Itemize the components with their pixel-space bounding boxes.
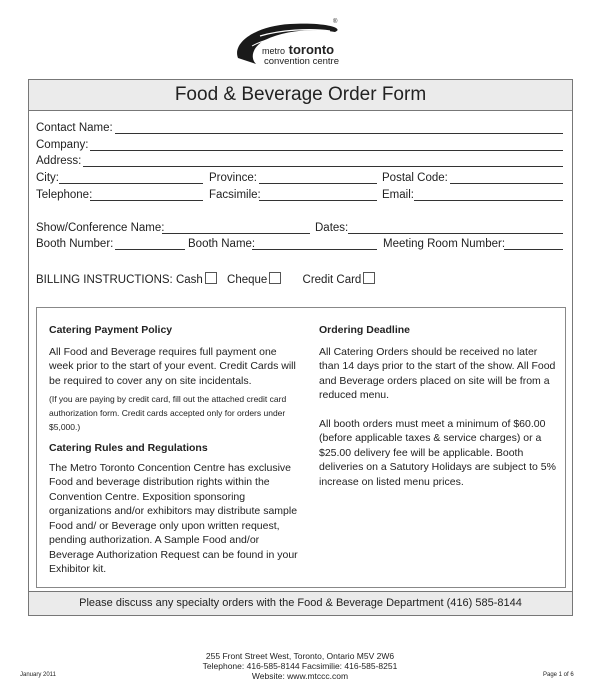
credit-card-checkbox[interactable] [363,272,375,284]
payment-policy-text: All Food and Beverage requires full payment one week prior to the start of your event. Credit Cards will be required to cover any on site incidentals. [49,345,296,387]
email-label: Email: [382,189,414,201]
booth-number-field[interactable] [115,249,185,250]
logo-sub: convention centre [264,56,339,67]
facsimile-label: Facsimile: [209,189,261,201]
credit-card-label: Credit Card [302,274,362,286]
telephone-label: Telephone: [36,189,93,201]
show-name-label: Show/Conference Name: [36,222,165,234]
postal-code-label: Postal Code: [382,172,448,184]
cheque-checkbox[interactable] [269,272,281,284]
postal-code-field[interactable] [450,183,563,184]
right-column [319,323,557,489]
payment-policy-note: (If you are paying by credit card, fill out the attached credit card authorization form. Credit cards accepted only for orders under $5,000.) [49,394,287,432]
cheque-label: Cheque [227,274,268,286]
billing-label: BILLING INSTRUCTIONS: [36,274,173,286]
footer-date: January 2011 [20,672,56,678]
city-field[interactable] [59,183,203,184]
show-name-field[interactable] [162,233,310,234]
footer-website: Website: www.mtccc.com [251,671,349,681]
policy-box [36,307,566,588]
booth-name-label: Booth Name: [188,238,256,250]
footer-phones: Telephone: 416-585-8144 Facsimilie: 416-585-8251 [202,661,398,671]
order-form [28,79,573,616]
footer-address: 255 Front Street West, Toronto, Ontario M5V 2W6 [205,651,395,661]
dates-field[interactable] [348,233,563,234]
billing-instructions [36,272,375,286]
logo-brand: metro toronto [262,42,335,57]
contact-name-label: Contact Name: [36,122,113,134]
dates-label: Dates: [315,222,349,234]
address-label: Address: [36,155,82,167]
booth-number-label: Booth Number: [36,238,114,250]
cash-checkbox[interactable] [205,272,217,284]
rules-title: Catering Rules and Regulations [49,442,208,454]
cash-label: Cash [175,274,203,286]
deadline-title: Ordering Deadline [319,324,411,336]
contact-name-field[interactable] [115,133,563,134]
form-title: Food & Beverage Order Form [29,80,572,111]
company-field[interactable] [90,150,563,151]
left-column [49,323,299,577]
rules-text: The Metro Toronto Concention Centre has exclusive Food and beverage distribution rights within the Convention Centre. Exposition sponsoring organizations and/or exhibitors may distribute sample Food and/ or Beverage only upon written request, pending authorization. A Sample Food and/or Beverage Authorization Request can be found in your Exhibitor kit. [49,461,298,575]
specialty-orders-notice: Please discuss any specialty orders with the Food & Beverage Department (416) 585-8144 [29,591,572,615]
province-field[interactable] [259,183,377,184]
facsimile-field[interactable] [259,200,377,201]
city-label: City: [36,172,59,184]
booth-name-field[interactable] [252,249,377,250]
deadline-text-2: All booth orders must meet a minimum of $60.00 (before applicable taxes & service charges) or a $25.00 delivery fee will be applicable. Booth deliveries on a Satutory Holidays are subject to 5% increase on listed menu prices. [319,417,556,488]
payment-policy-title: Catering Payment Policy [49,324,173,336]
province-label: Province: [209,172,257,184]
company-label: Company: [36,139,89,151]
deadline-text-1: All Catering Orders should be received no later than 14 days prior to the start of the show. All Food and Beverage orders placed on site will be from a reduced menu. [319,345,556,401]
registered-mark: ® [333,19,338,25]
meeting-room-field[interactable] [504,249,563,250]
page-number: Page 1 of 6 [543,672,574,678]
telephone-field[interactable] [90,200,203,201]
address-field[interactable] [83,166,563,167]
email-field[interactable] [414,200,563,201]
meeting-room-label: Meeting Room Number: [383,238,506,250]
